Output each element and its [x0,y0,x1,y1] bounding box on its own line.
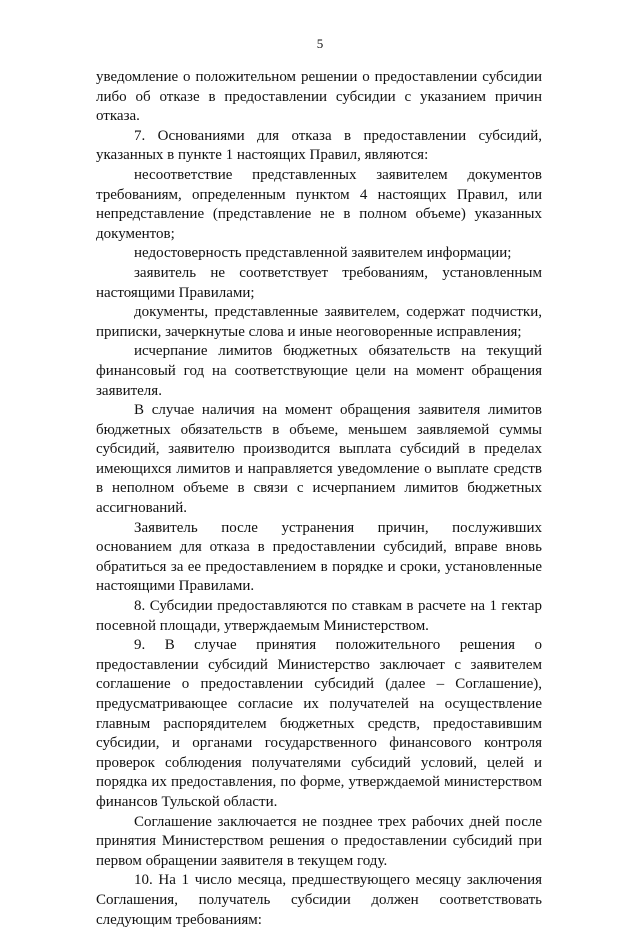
paragraph: исчерпание лимитов бюджетных обязательств на текущий финансовый год на соответствующие цели на момент обращения заявителя. [96,343,542,399]
paragraph: 8. Субсидии предоставляются по ставкам в расчете на 1 гектар посевной площади, утверждаемым Министерством. [96,598,542,634]
paragraph: Соглашение заключается не позднее трех рабочих дней после принятия Министерством решения о предоставлении субсидий при первом обращении заявителя в текущем году. [96,813,542,869]
paragraph: 10. На 1 число месяца, предшествующего месяцу заключения Соглашения, получатель субсидии должен соответствовать следующим требованиям: [96,872,542,928]
paragraph: заявитель не соответствует требованиям, установленным настоящими Правилами; [96,264,542,301]
paragraph: уведомление о положительном решении о предоставлении субсидии либо об отказе в предоставлении субсидии с указанием причин отказа. [96,69,542,125]
paragraph: недостоверность представленной заявителем информации; [134,245,512,262]
paragraph: Заявитель после устранения причин, послуживших основанием для отказа в предоставлении субсидий, вправе вновь обратиться за ее предоставлением в порядке и сроки, установленные настоящими Правилами. [96,519,542,595]
page-number: 5 [316,36,324,51]
document-body [96,68,542,930]
paragraph: 9. В случае принятия положительного решения о предоставлении субсидий Министерство заключает с заявителем соглашение о предоставлении субсидий (далее – Соглашение), предусматривающее согласие их получателей на осуществление главным распорядителем бюджетных средств, предоставившим субсидии, и органами государственного финансового контроля проверок соблюдения получателями субсидий условий, целей и порядка их предоставления, по форме, утверждаемой министерством финансов Тульской области. [96,637,542,810]
paragraph: документы, представленные заявителем, содержат подчистки, приписки, зачеркнутые слова и иные неоговоренные исправления; [96,304,542,340]
paragraph: 7. Основаниями для отказа в предоставлении субсидий, указанных в пункте 1 настоящих Правил, являются: [96,127,542,164]
paragraph: несоответствие представленных заявителем документов требованиям, определенным пунктом 4 настоящих Правил, или непредставление (представление не в полном объеме) указанных документов; [96,166,542,242]
paragraph: В случае наличия на момент обращения заявителя лимитов бюджетных обязательств в объеме, меньшем заявляемой суммы субсидий, заявителю производится выплата субсидий в пределах имеющихся лимитов и направляется уведомление о выплате средств в неполном объеме в связи с исчерпанием лимитов бюджетных ассигнований. [96,402,542,517]
